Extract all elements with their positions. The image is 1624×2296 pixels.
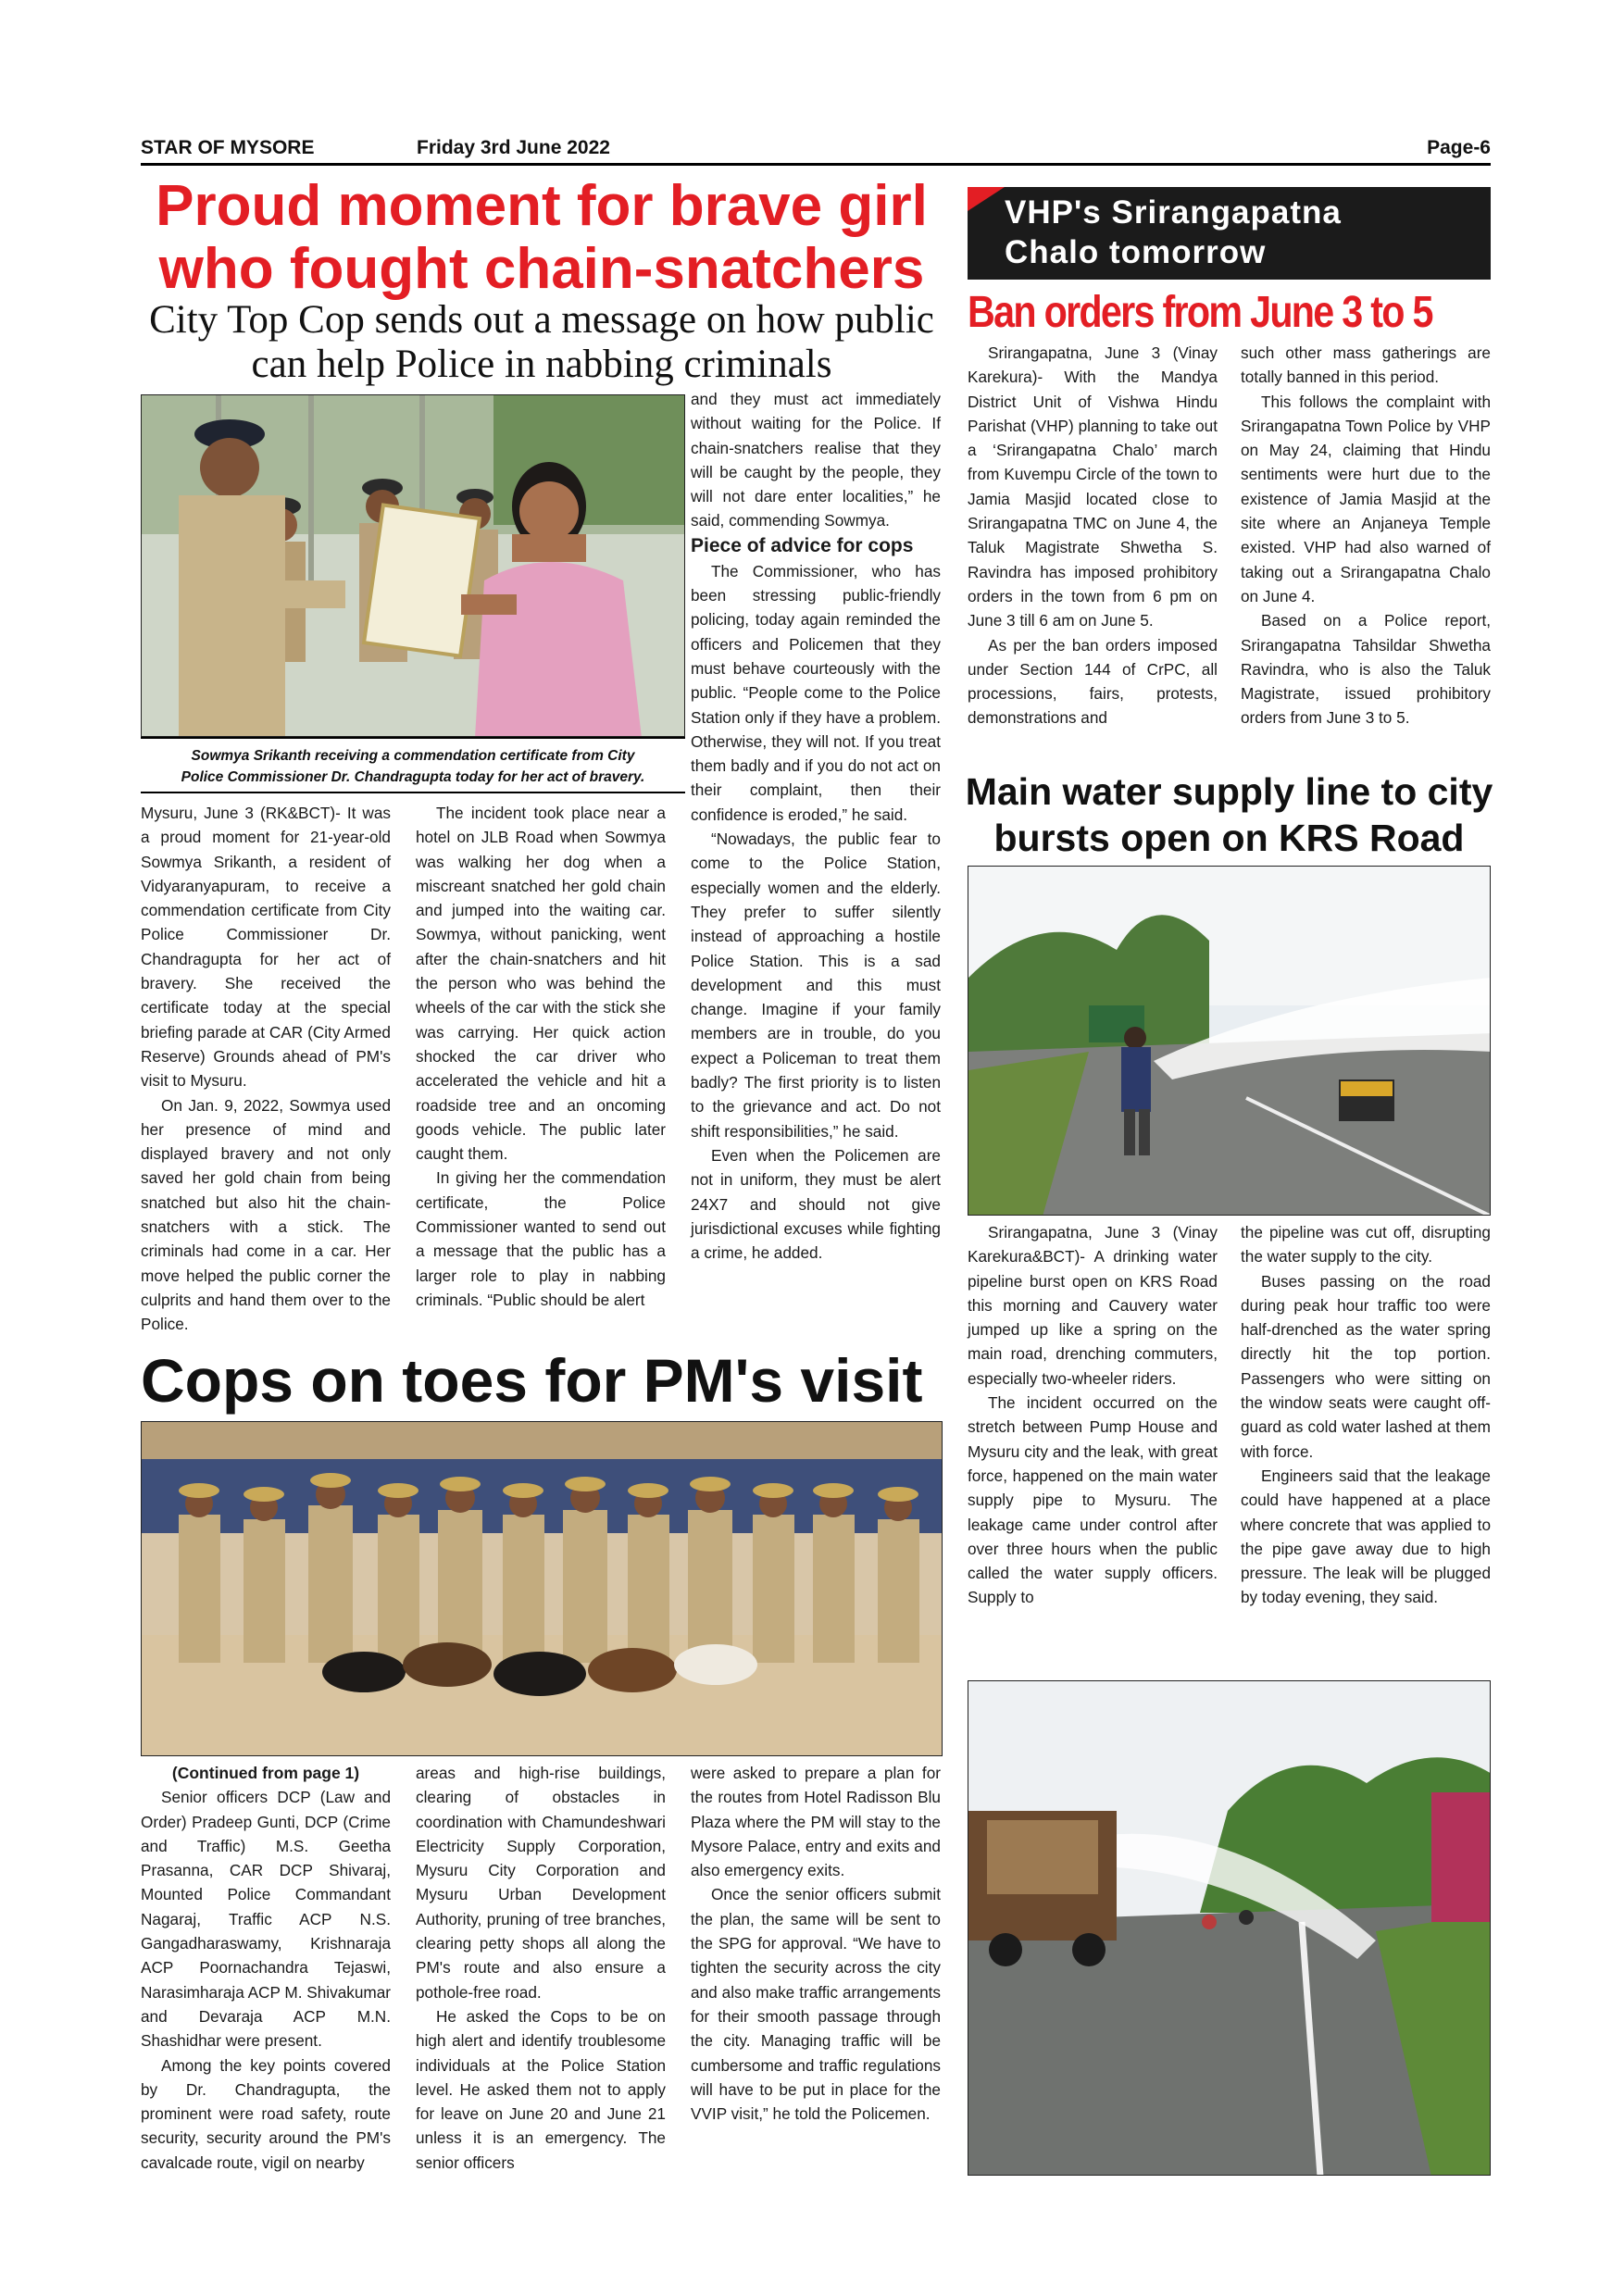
story1-col2-para: In giving her the commendation certificate, the Police Commissioner wanted to send out a message that the public has a larger role to play in nabbing criminals. “Public should be alert <box>416 1168 666 1309</box>
story3-col2-para: Based on a Police report, Srirangapatna Tahsildar Shwetha Ravindra, who is also the Taluk Magistrate, issued prohibitory orders from June 3 to 5. <box>1241 611 1491 728</box>
story3-col2-para: This follows the complaint with Srirangapatna Town Police by VHP on May 24, claiming that Hindu sentiments were hurt due to the existence of Jamia Masjid at the site where an Anjaneya Temple existed. VHP had also warned of taking out a Srirangapatna Chalo on June 4. <box>1241 392 1491 605</box>
story2-column-2 <box>416 1761 666 2175</box>
story2-col3-para: were asked to prepare a plan for the routes from Hotel Radisson Blu Plaza where the PM will stay to the Mysore Palace, entry and exits and also emergency exits. <box>691 1764 941 1880</box>
caption-rule-top <box>141 737 685 739</box>
story2-column-3 <box>691 1761 941 2126</box>
story1-column-3 <box>691 387 941 1265</box>
story1-column-2 <box>416 801 666 1312</box>
story4-column-1 <box>968 1220 1218 1610</box>
story2-col3-para: Once the senior officers submit the plan, the same will be sent to the SPG for approval. “We have to tighten the security across the city and also make traffic arrangements for their smooth passage through the city. Managing traffic will be cumbersome and traffic regulations will have to be put in place for the VVIP visit,” he told the Policemen. <box>691 1885 941 2124</box>
kicker-red-corner <box>968 187 1005 211</box>
story4-col2-para: the pipeline was cut off, disrupting the water supply to the city. <box>1241 1223 1491 1267</box>
story1-headline-line2: who fought chain-snatchers <box>158 237 925 301</box>
story1-col1-para: Mysuru, June 3 (RK&BCT)- It was a proud moment for 21-year-old Sowmya Srikanth, a resident of Vidyaranyapuram, to receive a commendation certificate from City Police Commissioner Dr. Chandragupta for her act of bravery. She received the certificate today at the special briefing parade at CAR (City Armed Reserve) Grounds ahead of PM's visit to Mysuru. <box>141 804 391 1091</box>
story1-col3-para: The Commissioner, who has been stressing public-friendly policing, today again reminded the officers and Policemen that they must behave courteously with the public. “People come to the Police Station only if they have a problem. Otherwise, they will not. If you treat them badly and if you do not act on their complaint, then their confidence is eroded,” he said. <box>691 561 941 824</box>
story1-column-1 <box>141 801 391 1337</box>
story1-col2-para: The incident took place near a hotel on JLB Road when Sowmya was walking her dog when a miscreant snatched her gold chain and jumped into the waiting car. Sowmya, without panicking, went after the chain-snatchers and hit the person who was behind the wheels of the car with the stick she was carrying. Her quick action shocked the car driver who accelerated the vehicle and hit a roadside tree and an oncoming goods vehicle. The public later caught them. <box>416 804 666 1164</box>
story4-photo-2 <box>968 1680 1491 2176</box>
story4-headline-line2: bursts open on KRS Road <box>993 817 1465 859</box>
story1-col3-subhead: Piece of advice for cops <box>691 534 914 556</box>
story1-col1-para: On Jan. 9, 2022, Sowmya used her presence of mind and displayed bravery and not only saved her gold chain from being snatched but also hit the chain-snatchers with a stick. The criminals had come in a car. Her move helped the public corner the culprits and hand them over to the Police. <box>141 1095 391 1334</box>
caption-rule-bottom <box>141 792 685 793</box>
story3-kicker-box <box>968 187 1491 280</box>
story3-col1-para: As per the ban orders imposed under Section 144 of CrPC, all processions, fairs, protests, demonstrations and <box>968 635 1218 728</box>
issue-date: Friday 3rd June 2022 <box>417 137 610 158</box>
story1-subhead-line2: can help Police in nabbing criminals <box>251 343 832 386</box>
story4-photo-1 <box>968 866 1491 1216</box>
story2-photo <box>141 1421 943 1756</box>
story1-caption-line1: Sowmya Srikanth receiving a commendation certificate from City <box>191 748 635 764</box>
story2-col1-para: Senior officers DCP (Law and Order) Pradeep Gunti, DCP (Crime and Traffic) M.S. Geetha Prasanna, CAR DCP Shivaraj, Mounted Police Commandant Nagaraj, Traffic ACP N.S. Gangadharaswamy, Krishnaraja ACP Poornachandra Tejaswi, Narasimharaja ACP M. Shivakumar and Devaraja ACP M.N. Shashidhar were present. <box>141 1788 392 2051</box>
story4-col2-para: Engineers said that the leakage could have happened at a place where concrete that was applied to the pipe gave away due to high pressure. The leak will be plugged by today evening, they said. <box>1241 1466 1491 1607</box>
story1-col3-para: “Nowadays, the public fear to come to the Police Station, especially women and the elderly. They prefer to suffer silently instead of approaching a hostile Police Station. This is a sad development and this must change. Imagine if your family members are in trouble, do you expect a Policeman to treat them badly? The first priority is to listen to the grievance and act. Do not shift responsibilities,” he said. <box>691 830 941 1141</box>
story3-col2-para: such other mass gatherings are totally banned in this period. <box>1241 343 1491 387</box>
story1-col3-para: Even when the Policemen are not in uniform, they must be alert 24X7 and should not give jurisdictional excuses while fighting a crime, he added. <box>691 1145 941 1263</box>
story2-col1-para: Among the key points covered by Dr. Chandragupta, the prominent were road safety, route security, security around the PM's cavalcade route, vigil on nearby <box>141 2055 391 2172</box>
story4-column-2 <box>1241 1220 1491 1610</box>
story3-column-1 <box>968 341 1218 730</box>
page-number: Page-6 <box>1427 137 1491 158</box>
story3-headline: Ban orders from June 3 to 5 <box>968 288 1432 337</box>
story2-col2-para: areas and high-rise buildings, clearing of obstacles in coordination with Chamundeshwari Electricity Supply Corporation, Mysuru City Corporation and Mysuru Urban Development Authority, pruning of tree branches, clearing petty shops all along the PM's route and also ensure a pothole-free road. <box>416 1764 666 2002</box>
story3-kicker-line1: VHP's Srirangapatna <box>1005 194 1342 231</box>
story1-subhead-line1: City Top Cop sends out a message on how public <box>149 298 934 342</box>
masthead-rule <box>141 163 1491 166</box>
story4-col1-para: Srirangapatna, June 3 (Vinay Karekura&BCT)- A drinking water pipeline burst open on KRS Road this morning and Cauvery water jumped up like a spring on the main road, drenching commuters, especially two-wheeler riders. <box>968 1223 1218 1388</box>
story4-col1-para: The incident occurred on the stretch between Pump House and Mysuru city and the leak, with great force, happened on the main water supply pipe to Mysuru. The leakage came under control after over three hours when the public called the water supply officers. Supply to <box>968 1393 1218 1607</box>
story2-column-1 <box>141 1761 391 2175</box>
story1-headline-line1: Proud moment for brave girl <box>156 174 928 238</box>
story3-column-2 <box>1241 341 1491 730</box>
story2-headline: Cops on toes for PM's visit <box>141 1346 923 1415</box>
story1-col3-para: and they must act immediately without waiting for the Police. If chain-snatchers realise that they will be caught by the people, they will not dare enter localities,” he said, commending Sowmya. <box>691 390 941 530</box>
paper-name: STAR OF MYSORE <box>141 137 315 158</box>
story1-photo <box>141 394 685 737</box>
story3-col1-para: Srirangapatna, June 3 (Vinay Karekura)- With the Mandya District Unit of Vishwa Hindu Parishat (VHP) planning to take out a ‘Srirangapatna Chalo’ march from Kuvempu Circle of the town to Jamia Masjid located close to Srirangapatna TMC on June 4, the Taluk Magistrate Shwetha S. Ravindra has imposed prohibitory orders in the town from 6 pm on June 3 till 6 am on June 5. <box>968 343 1218 630</box>
story4-col2-para: Buses passing on the road during peak hour traffic too were half-drenched as the water spring directly hit the top portion. Passengers who were sitting on the window seats were caught off-guard as cold water lashed at them with force. <box>1241 1271 1491 1461</box>
story3-kicker-line2: Chalo tomorrow <box>1005 234 1267 270</box>
story2-continued: (Continued from page 1) <box>171 1764 360 1782</box>
story4-headline-line1: Main water supply line to city <box>965 770 1493 813</box>
story1-caption-line2: Police Commissioner Dr. Chandragupta today for her act of bravery. <box>181 769 645 785</box>
story2-col2-para: He asked the Cops to be on high alert and identify troublesome individuals at the Police Station level. He asked them not to apply for leave on June 20 and June 21 unless it is an emergency. The senior officers <box>416 2006 666 2172</box>
